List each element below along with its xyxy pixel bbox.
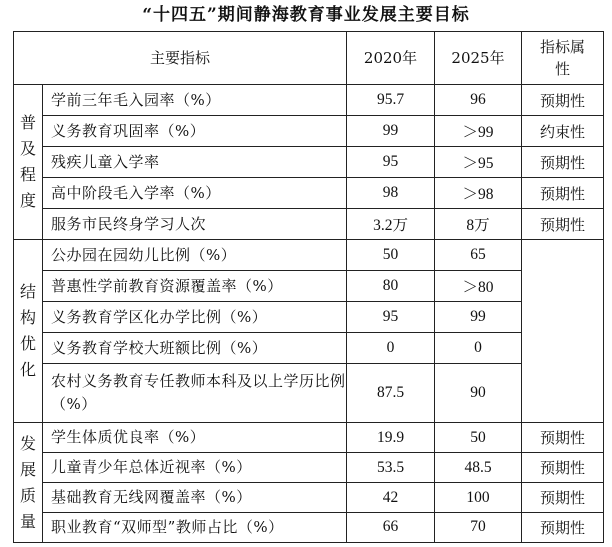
document-title: “十四五”期间静海教育事业发展主要目标 xyxy=(142,5,470,25)
value-2025-cell: 90 xyxy=(435,364,522,423)
table-row xyxy=(14,178,604,209)
attribute-cell: 预期性 xyxy=(522,512,604,542)
attribute-cell: 预期性 xyxy=(522,178,604,209)
indicator-cell: 学生体质优良率（%） xyxy=(43,423,347,453)
value-2025-cell: ＞98 xyxy=(435,178,522,209)
attribute-cell: 预期性 xyxy=(522,453,604,483)
indicator-cell: 服务市民终身学习人次 xyxy=(43,209,347,240)
indicator-cell: 普惠性学前教育资源覆盖率（%） xyxy=(43,271,347,302)
indicator-cell: 基础教育无线网覆盖率（%） xyxy=(43,483,347,513)
indicator-cell: 残疾儿童入学率 xyxy=(43,147,347,178)
table-row xyxy=(14,453,604,483)
attribute-cell: 预期性 xyxy=(522,147,604,178)
attribute-cell: 预期性 xyxy=(522,85,604,116)
value-2025-cell: 50 xyxy=(435,423,522,453)
value-2020-cell: 99 xyxy=(347,116,435,147)
header-row xyxy=(14,32,604,85)
value-2025-cell: ＞80 xyxy=(435,271,522,302)
header-attribute: 指标属性 xyxy=(522,32,604,85)
attribute-cell: 预期性 xyxy=(522,483,604,513)
indicator-cell: 学前三年毛入园率（%） xyxy=(43,85,347,116)
value-2020-cell: 95 xyxy=(347,147,435,178)
attribute-cell xyxy=(522,240,604,423)
table-row xyxy=(14,512,604,542)
table-row xyxy=(14,209,604,240)
value-2025-cell: 48.5 xyxy=(435,453,522,483)
indicator-cell: 公办园在园幼儿比例（%） xyxy=(43,240,347,271)
value-2020-cell: 53.5 xyxy=(347,453,435,483)
value-2025-cell: 8万 xyxy=(435,209,522,240)
attribute-cell: 预期性 xyxy=(522,209,604,240)
table-row xyxy=(14,423,604,453)
value-2020-cell: 98 xyxy=(347,178,435,209)
value-2020-cell: 66 xyxy=(347,512,435,542)
indicator-cell: 义务教育巩固率（%） xyxy=(43,116,347,147)
value-2020-cell: 19.9 xyxy=(347,423,435,453)
value-2025-cell: 65 xyxy=(435,240,522,271)
indicator-cell: 儿童青少年总体近视率（%） xyxy=(43,453,347,483)
table-row xyxy=(14,85,604,116)
category-cell: 发 展 质 量 xyxy=(14,423,43,543)
value-2020-cell: 95.7 xyxy=(347,85,435,116)
indicator-cell: 农村义务教育专任教师本科及以上学历比例（%） xyxy=(43,364,347,423)
category-cell: 普 及 程 度 xyxy=(14,85,43,240)
table-row xyxy=(14,271,604,302)
category-cell: 结 构 优 化 xyxy=(14,240,43,423)
value-2025-cell: 0 xyxy=(435,333,522,364)
value-2025-cell: 100 xyxy=(435,483,522,513)
indicator-cell: 高中阶段毛入学率（%） xyxy=(43,178,347,209)
value-2020-cell: 95 xyxy=(347,302,435,333)
header-indicator: 主要指标 xyxy=(14,32,347,85)
value-2020-cell: 87.5 xyxy=(347,364,435,423)
value-2025-cell: ＞99 xyxy=(435,116,522,147)
table-row xyxy=(14,116,604,147)
value-2025-cell: ＞95 xyxy=(435,147,522,178)
value-2020-cell: 50 xyxy=(347,240,435,271)
value-2020-cell: 80 xyxy=(347,271,435,302)
value-2020-cell: 3.2万 xyxy=(347,209,435,240)
indicator-cell: 义务教育学校大班额比例（%） xyxy=(43,333,347,364)
value-2020-cell: 0 xyxy=(347,333,435,364)
table-row xyxy=(14,333,604,364)
attribute-cell: 预期性 xyxy=(522,423,604,453)
table-row xyxy=(14,302,604,333)
indicator-cell: 义务教育学区化办学比例（%） xyxy=(43,302,347,333)
value-2025-cell: 96 xyxy=(435,85,522,116)
value-2025-cell: 70 xyxy=(435,512,522,542)
table-row xyxy=(14,240,604,271)
table-row xyxy=(14,483,604,513)
attribute-cell: 约束性 xyxy=(522,116,604,147)
value-2020-cell: 42 xyxy=(347,483,435,513)
header-2020: 2020年 xyxy=(347,32,435,85)
targets-table xyxy=(13,31,604,543)
table-row xyxy=(14,147,604,178)
header-2025: 2025年 xyxy=(435,32,522,85)
indicator-cell: 职业教育“双师型”教师占比（%） xyxy=(43,512,347,542)
table-row xyxy=(14,364,604,423)
value-2025-cell: 99 xyxy=(435,302,522,333)
